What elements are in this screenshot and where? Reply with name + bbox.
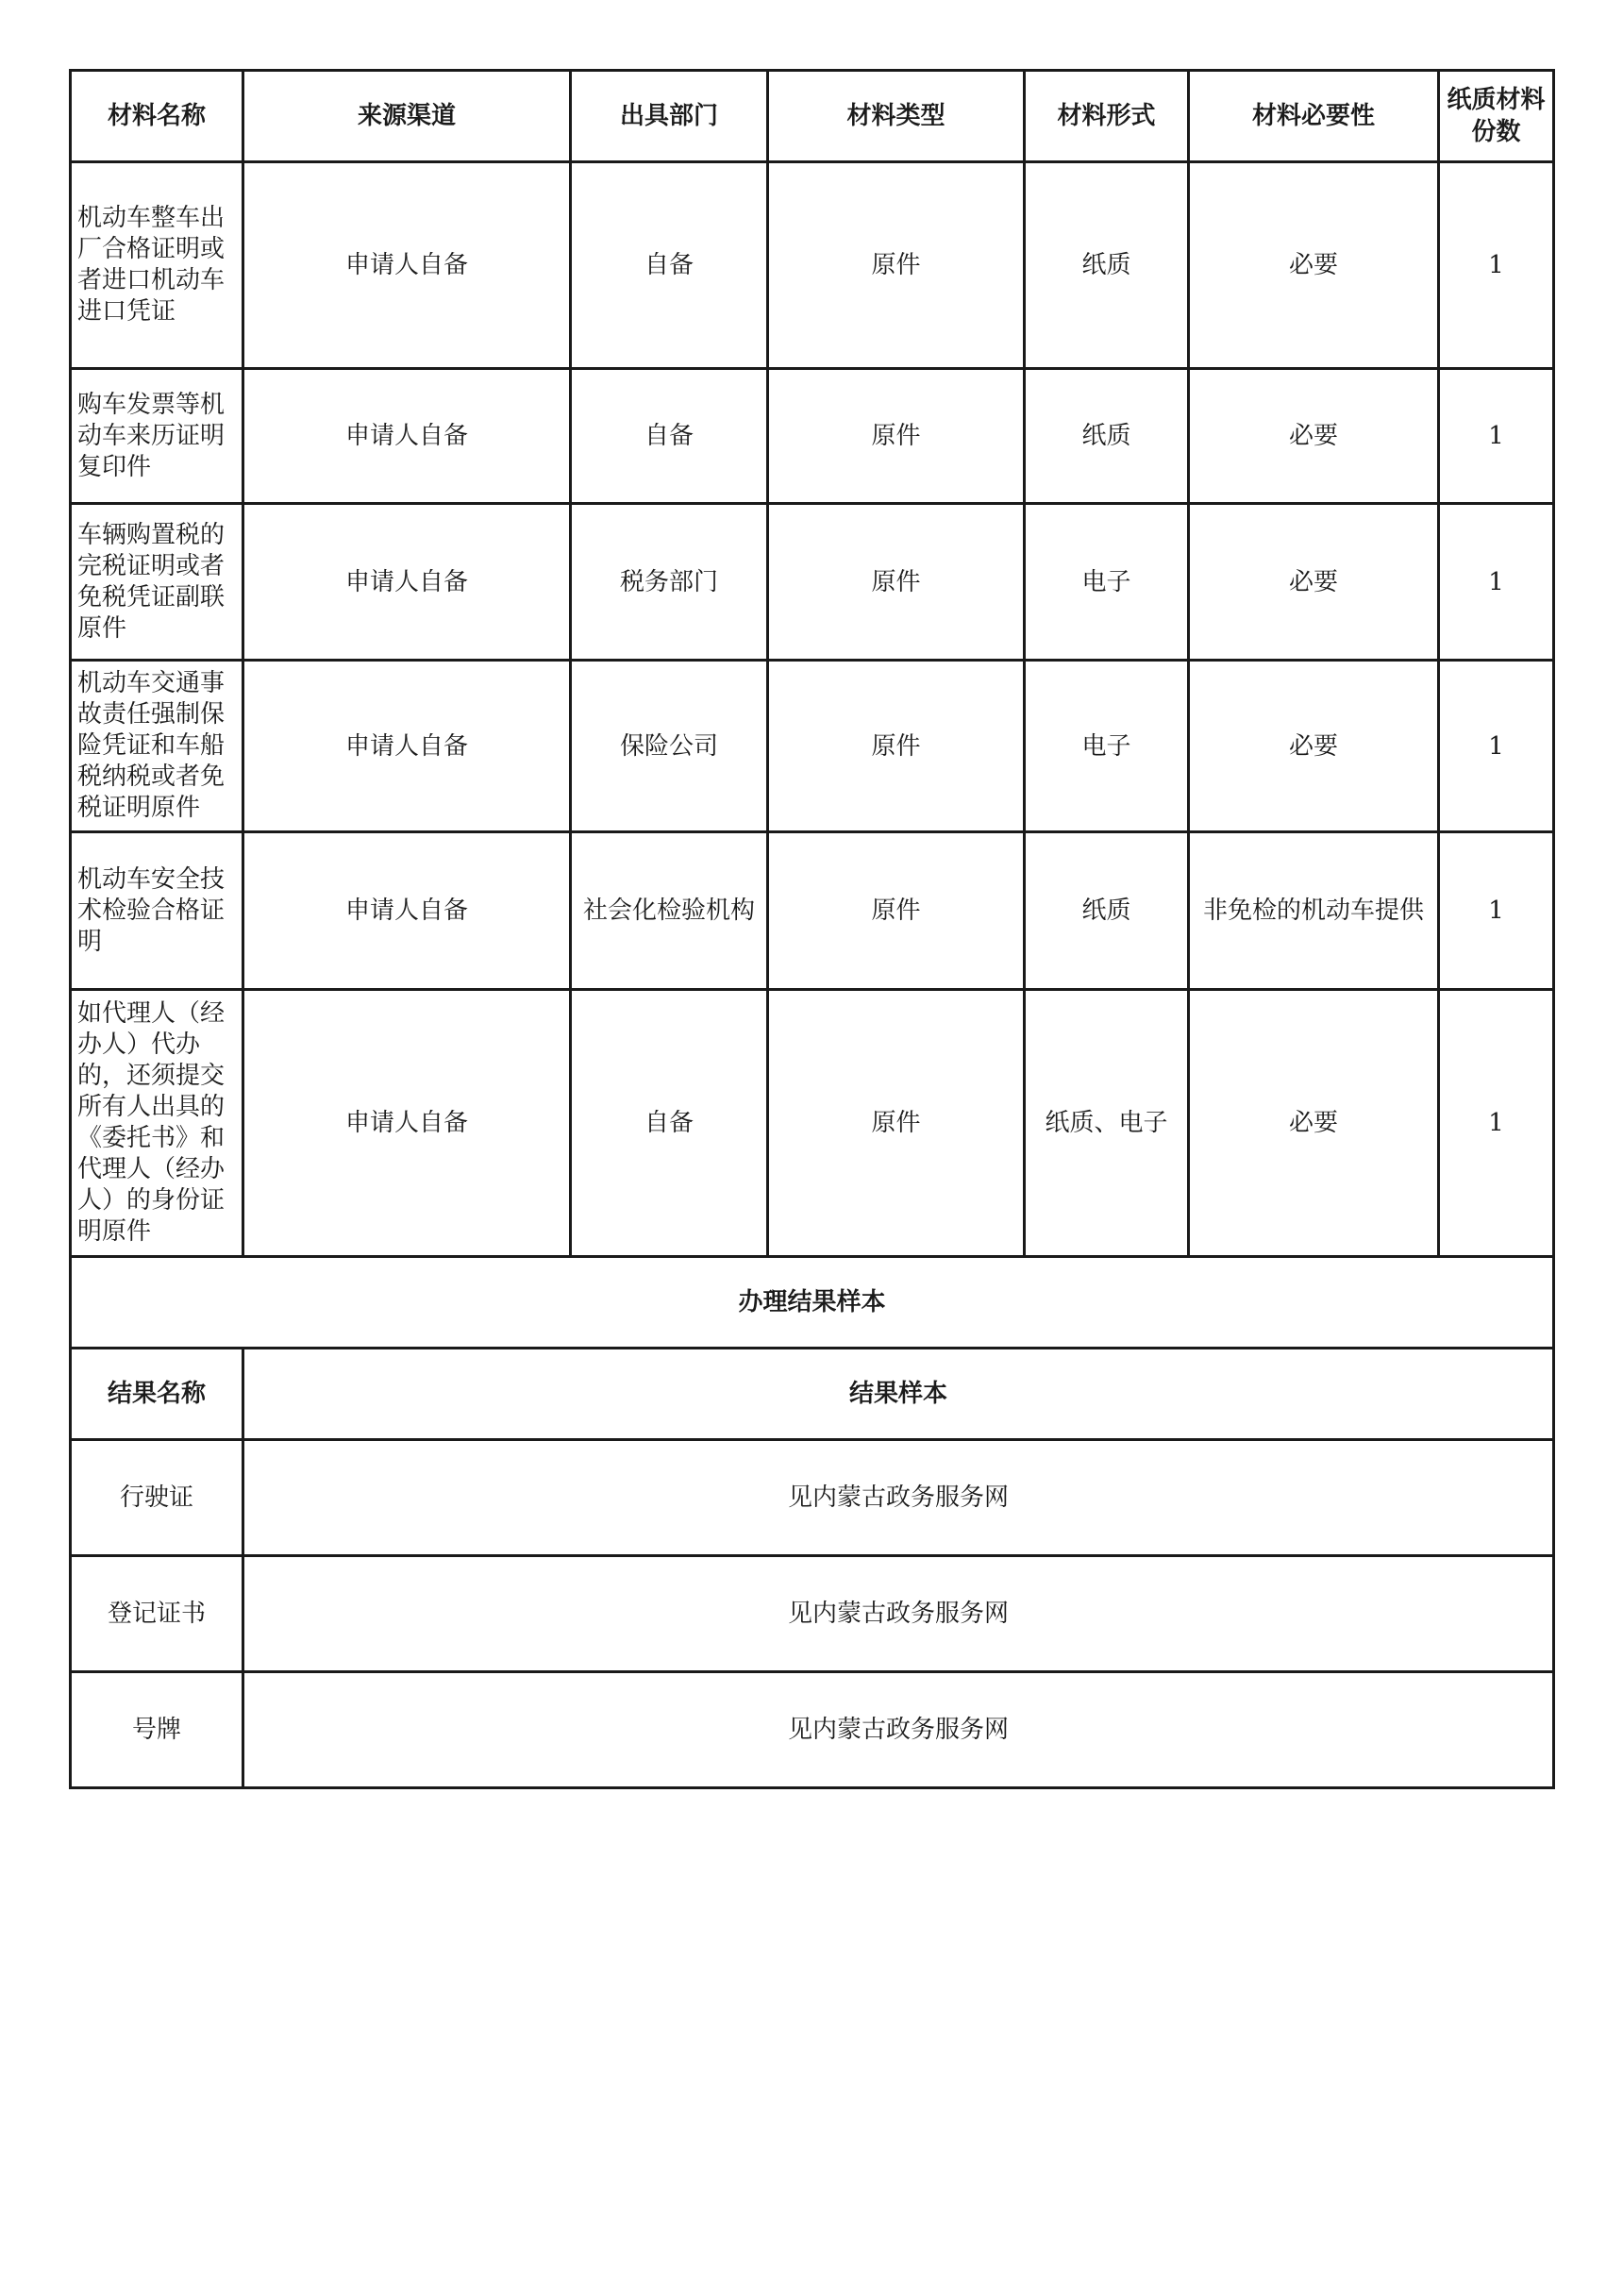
result-sample: 见内蒙古政务服务网 [243, 1440, 1554, 1556]
material-source: 申请人自备 [243, 990, 571, 1257]
header-source: 来源渠道 [243, 71, 571, 162]
material-necessity: 必要 [1189, 369, 1439, 504]
material-paper-copies: 1 [1439, 369, 1554, 504]
header-material-name: 材料名称 [71, 71, 243, 162]
material-necessity: 必要 [1189, 162, 1439, 369]
document-page [69, 69, 1552, 1789]
material-necessity: 必要 [1189, 661, 1439, 832]
table-row [71, 1556, 1554, 1672]
material-name: 机动车交通事故责任强制保险凭证和车船税纳税或者免税证明原件 [71, 661, 243, 832]
table-row [71, 1672, 1554, 1788]
material-paper-copies: 1 [1439, 162, 1554, 369]
result-sample: 见内蒙古政务服务网 [243, 1672, 1554, 1788]
material-name: 如代理人（经办人）代办的，还须提交所有人出具的《委托书》和代理人（经办人）的身份证明原件 [71, 990, 243, 1257]
table-row [71, 990, 1554, 1257]
material-type: 原件 [768, 832, 1025, 990]
material-issuer: 自备 [571, 162, 768, 369]
material-paper-copies: 1 [1439, 504, 1554, 661]
material-necessity: 必要 [1189, 504, 1439, 661]
result-name: 行驶证 [71, 1440, 243, 1556]
material-source: 申请人自备 [243, 369, 571, 504]
material-paper-copies: 1 [1439, 990, 1554, 1257]
materials-table [69, 69, 1555, 1789]
results-section-title: 办理结果样本 [71, 1257, 1554, 1349]
header-result-name: 结果名称 [71, 1349, 243, 1440]
results-section-row [71, 1257, 1554, 1349]
table-row [71, 1440, 1554, 1556]
header-material-type: 材料类型 [768, 71, 1025, 162]
material-form: 纸质、电子 [1025, 990, 1189, 1257]
material-type: 原件 [768, 504, 1025, 661]
result-name: 号牌 [71, 1672, 243, 1788]
material-source: 申请人自备 [243, 162, 571, 369]
materials-header-row [71, 71, 1554, 162]
material-name: 机动车安全技术检验合格证明 [71, 832, 243, 990]
material-issuer: 自备 [571, 369, 768, 504]
header-paper-copies: 纸质材料份数 [1439, 71, 1554, 162]
table-row [71, 504, 1554, 661]
material-paper-copies: 1 [1439, 832, 1554, 990]
material-name: 车辆购置税的完税证明或者免税凭证副联原件 [71, 504, 243, 661]
material-form: 纸质 [1025, 162, 1189, 369]
header-necessity: 材料必要性 [1189, 71, 1439, 162]
material-form: 电子 [1025, 661, 1189, 832]
material-type: 原件 [768, 369, 1025, 504]
material-issuer: 税务部门 [571, 504, 768, 661]
material-necessity: 非免检的机动车提供 [1189, 832, 1439, 990]
material-type: 原件 [768, 990, 1025, 1257]
material-issuer: 社会化检验机构 [571, 832, 768, 990]
material-paper-copies: 1 [1439, 661, 1554, 832]
table-row [71, 832, 1554, 990]
material-issuer: 保险公司 [571, 661, 768, 832]
material-name: 机动车整车出厂合格证明或者进口机动车进口凭证 [71, 162, 243, 369]
header-issuer: 出具部门 [571, 71, 768, 162]
material-name: 购车发票等机动车来历证明复印件 [71, 369, 243, 504]
table-row [71, 369, 1554, 504]
material-type: 原件 [768, 661, 1025, 832]
material-type: 原件 [768, 162, 1025, 369]
table-row [71, 661, 1554, 832]
material-form: 电子 [1025, 504, 1189, 661]
material-necessity: 必要 [1189, 990, 1439, 1257]
material-source: 申请人自备 [243, 661, 571, 832]
material-form: 纸质 [1025, 832, 1189, 990]
material-form: 纸质 [1025, 369, 1189, 504]
material-source: 申请人自备 [243, 832, 571, 990]
header-result-sample: 结果样本 [243, 1349, 1554, 1440]
material-issuer: 自备 [571, 990, 768, 1257]
results-header-row [71, 1349, 1554, 1440]
result-name: 登记证书 [71, 1556, 243, 1672]
result-sample: 见内蒙古政务服务网 [243, 1556, 1554, 1672]
table-row [71, 162, 1554, 369]
header-material-form: 材料形式 [1025, 71, 1189, 162]
material-source: 申请人自备 [243, 504, 571, 661]
